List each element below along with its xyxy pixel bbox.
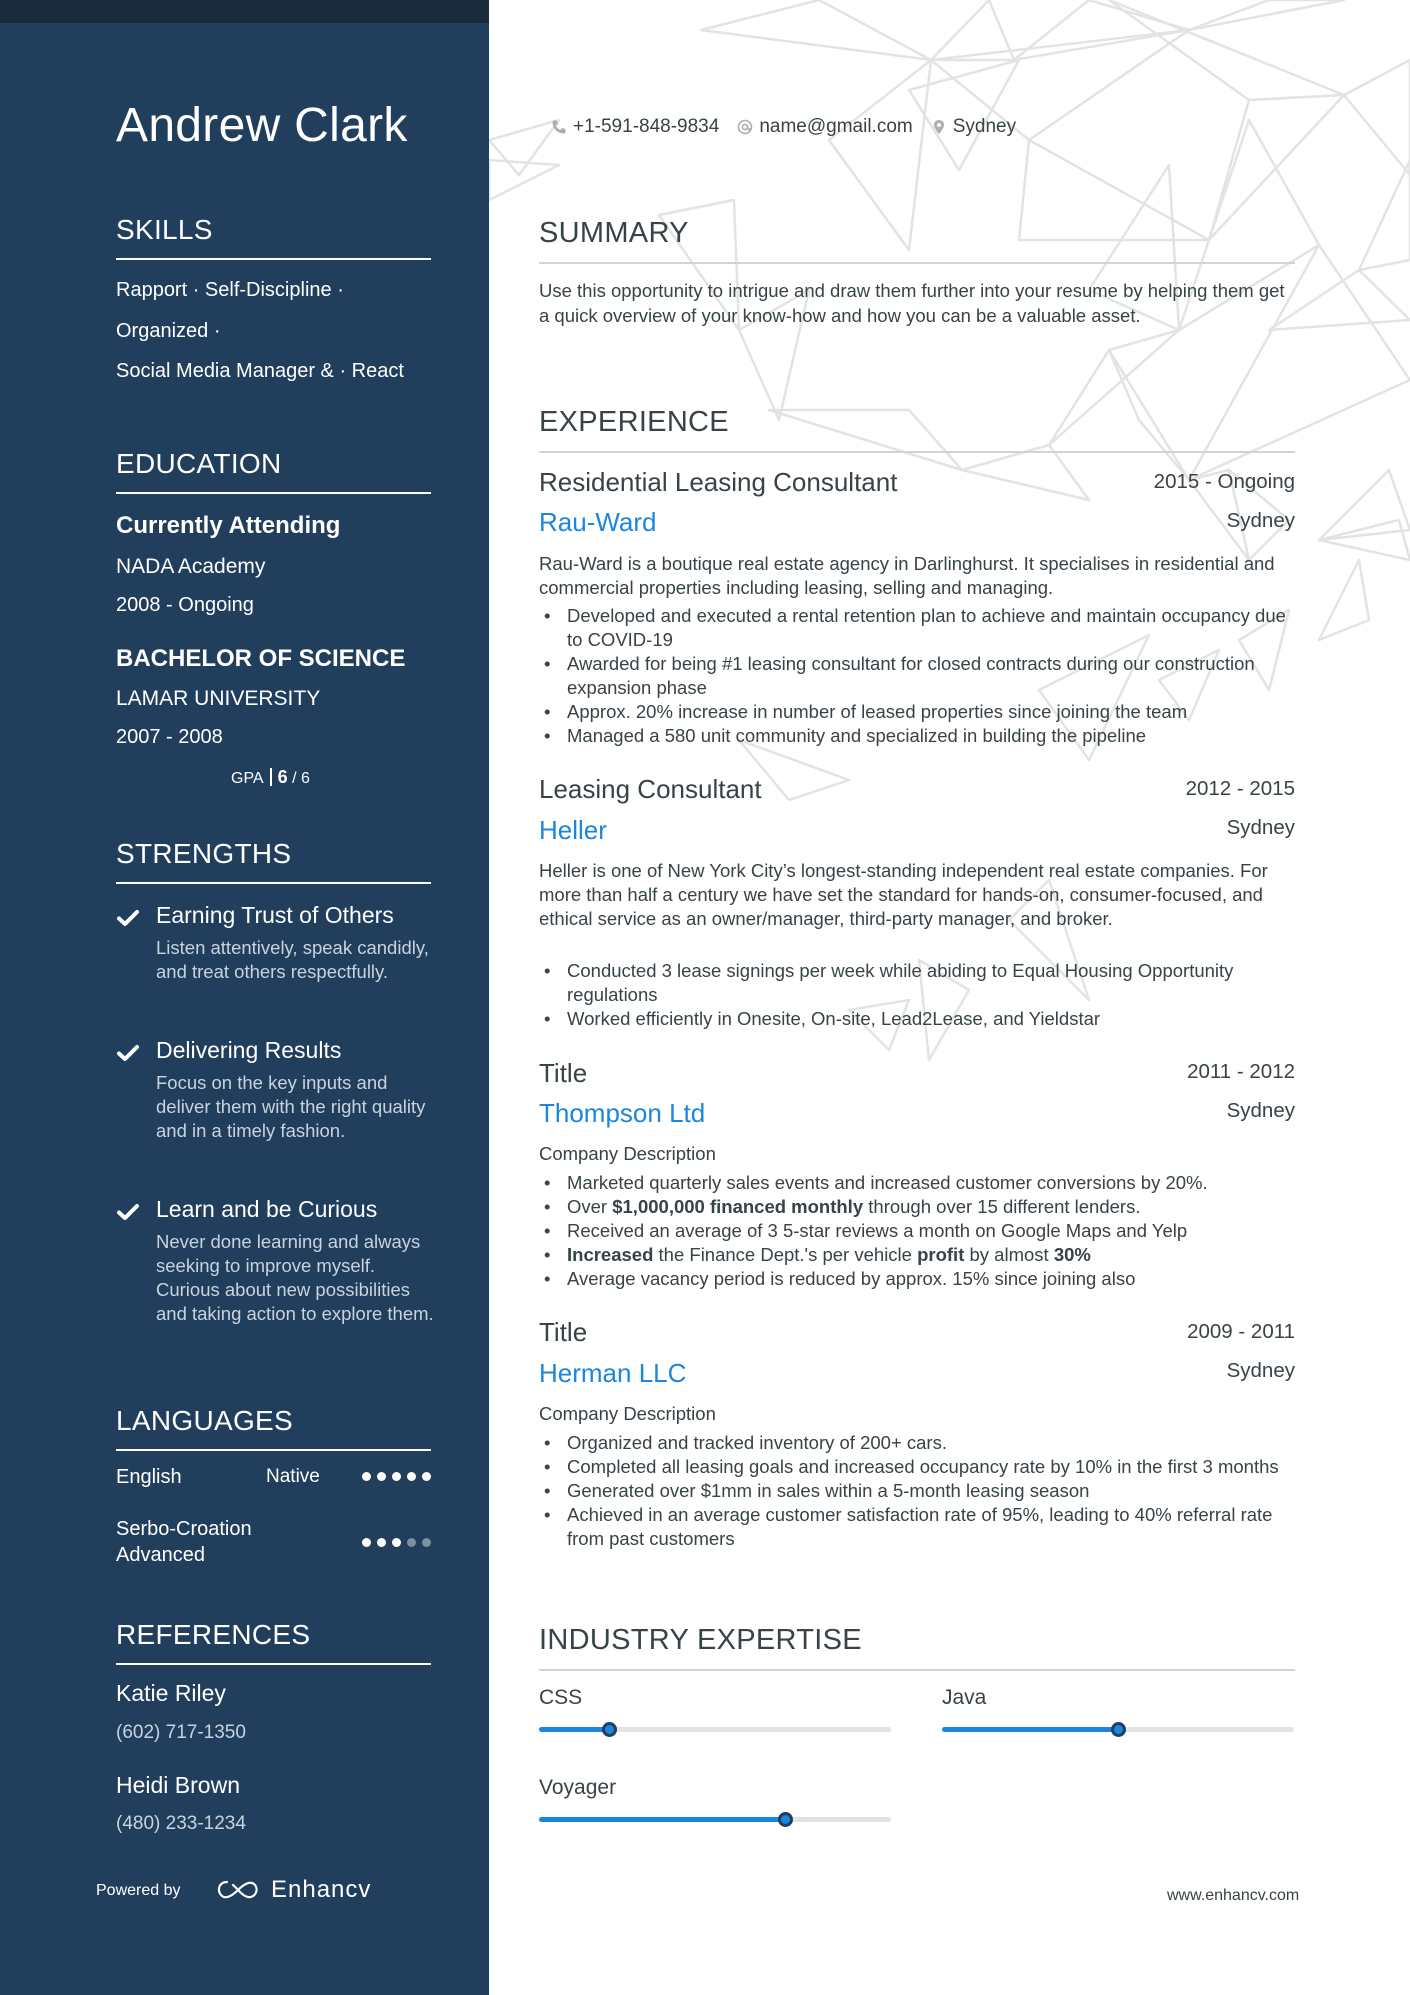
expertise-fill [539,1817,785,1822]
enhancv-logo-icon [215,1878,261,1902]
gpa-max: 6 [300,770,310,787]
language-row [116,1464,431,1514]
job-bullet: • Increased the Finance Dept.'s per vehicle profit by almost 30% [539,1243,1295,1267]
job-dates: 2015 - Ongoing [1153,470,1295,493]
rating-dot [377,1538,386,1547]
job-bullet: • Completed all leasing goals and increased occupancy rate by 10% in the first 3 months [539,1455,1295,1479]
education-heading: EDUCATION [116,448,431,494]
education-dates: 2007 - 2008 [116,726,223,748]
job-title: Leasing Consultant [539,774,762,804]
expertise-track [942,1727,1294,1732]
job-description: Heller is one of New York City’s longest-standing independent real estate companies. For more than half a century we have set the standard for hands-on, consumer-focused, and ethical service as an owner/manager, third-party manager, and broker. [539,860,1268,929]
languages-heading: LANGUAGES [116,1405,431,1451]
language-name-text: Serbo-Croation [116,1518,252,1540]
job-bullet: • Received an average of 3 5-star reviews a month on Google Maps and Yelp [539,1219,1295,1243]
contact-location [931,116,1016,138]
job-location: Sydney [1226,509,1295,532]
education-degree: Currently Attending [116,512,341,539]
job-bullet: • Achieved in an average customer satisfaction rate of 95%, leading to 40% referral rate from past customers [539,1503,1295,1551]
contact-bar [551,116,1016,138]
language-level: Native [266,1466,320,1487]
reference-phone: (480) 233-1234 [116,1813,246,1834]
references-heading: REFERENCES [116,1619,431,1665]
rating-dot [407,1472,416,1481]
job-company[interactable]: Rau-Ward [539,507,657,537]
email-text: name@gmail.com [759,116,913,137]
strength-title: Learn and be Curious [156,1196,378,1222]
summary-text: Use this opportunity to intrigue and draw them further into your resume by helping them get a quick overview of your know-how and how you can be a valuable asset. [539,280,1285,326]
checkmark-icon [116,906,140,930]
checkmark-icon [116,1041,140,1065]
job-description: Company Description [539,1403,716,1424]
enhancv-wordmark: Enhancv [271,1876,372,1903]
reference-name: Katie Riley [116,1680,226,1706]
job-bullet: • Conducted 3 lease signings per week while abiding to Equal Housing Opportunity regulations [539,959,1295,1007]
enhancv-logo[interactable] [215,1876,371,1904]
contact-email[interactable] [737,116,912,138]
expertise-track [539,1817,891,1822]
education-degree: BACHELOR OF SCIENCE [116,645,406,672]
gpa-value: 6 [277,767,288,787]
job-bullet: • Worked efficiently in Onesite, On-site, Lead2Lease, and Yieldstar [539,1007,1295,1031]
contact-phone[interactable] [551,116,719,138]
job-location: Sydney [1226,1099,1295,1122]
job-bullet: • Organized and tracked inventory of 200+ cars. [539,1431,1295,1455]
job-dates: 2011 - 2012 [1187,1060,1295,1083]
strength-title: Earning Trust of Others [156,902,394,928]
language-rating [362,1472,431,1481]
job-title: Residential Leasing Consultant [539,467,898,497]
expertise-fill [539,1727,609,1732]
rating-dot [392,1472,401,1481]
expertise-knob [1111,1722,1126,1737]
job-dates: 2012 - 2015 [1185,777,1295,800]
reference-phone: (602) 717-1350 [116,1722,246,1743]
summary-heading: SUMMARY [539,217,1295,264]
skills-line-3: Social Media Manager & · React [116,360,404,382]
job-bullets [539,1171,1295,1291]
job-bullet: • Over $1,000,000 financed monthly through over 15 different lenders. [539,1195,1295,1219]
job-company[interactable]: Heller [539,815,607,845]
skills-line-1: Rapport · Self-Discipline · [116,279,344,301]
skills-line-2: Organized · [116,320,221,342]
enhancv-website-link[interactable]: www.enhancv.com [1167,1887,1300,1904]
expertise-track [539,1727,891,1732]
job-bullet: • Managed a 580 unit community and specialized in building the pipeline [539,724,1295,748]
skills-heading: SKILLS [116,214,431,260]
expertise-name: Voyager [539,1776,617,1799]
job-bullets [539,959,1295,1031]
job-bullet: • Awarded for being #1 leasing consultant for closed contracts during our construction expansion phase [539,652,1295,700]
powered-by-label: Powered by [96,1882,181,1899]
candidate-name: Andrew Clark [116,99,408,152]
job-location: Sydney [1226,816,1295,839]
sidebar [0,0,489,1995]
expertise-heading: INDUSTRY EXPERTISE [539,1624,1295,1671]
experience-heading: EXPERIENCE [539,406,1295,453]
strengths-heading: STRENGTHS [116,838,431,884]
job-company[interactable]: Herman LLC [539,1358,687,1388]
language-row [116,1516,431,1566]
strength-description: Focus on the key inputs and deliver them with the right quality and in a timely fashion. [156,1072,426,1141]
expertise-name: CSS [539,1686,583,1709]
strength-description: Never done learning and always seeking to improve myself. Curious about new possibilities and taking action to explore them. [156,1231,434,1324]
gpa-label: GPA [231,770,264,787]
checkmark-icon [116,1200,140,1224]
job-bullet: • Approx. 20% increase in number of leased properties since joining the team [539,700,1295,724]
language-level: Advanced [116,1544,205,1566]
strength-title: Delivering Results [156,1037,342,1063]
job-title: Title [539,1317,588,1347]
job-description: Company Description [539,1143,716,1164]
reference-name: Heidi Brown [116,1772,240,1798]
job-bullet: • Developed and executed a rental retention plan to achieve and maintain occupancy due to COVID-19 [539,604,1295,652]
phone-text: +1-591-848-9834 [573,116,720,137]
job-company[interactable]: Thompson Ltd [539,1098,706,1128]
language-rating [362,1538,431,1547]
rating-dot [422,1472,431,1481]
education-school: NADA Academy [116,555,266,578]
job-description: Rau-Ward is a boutique real estate agency in Darlinghurst. It specialises in residential and commercial properties including leasing, selling and managing. [539,553,1275,598]
rating-dot [377,1472,386,1481]
rating-dot [422,1538,431,1547]
rating-dot [392,1538,401,1547]
education-school: LAMAR UNIVERSITY [116,687,321,710]
rating-dot [362,1538,371,1547]
sidebar-top-strip [0,0,489,23]
job-bullet: • Average vacancy period is reduced by approx. 15% since joining also [539,1267,1295,1291]
gpa: GPA 6 / 6 [231,767,310,787]
job-bullets [539,604,1295,748]
location-text: Sydney [952,116,1017,137]
at-icon [737,119,753,135]
strength-description: Listen attentively, speak candidly, and treat others respectfully. [156,937,429,982]
job-dates: 2009 - 2011 [1187,1320,1295,1343]
job-bullets [539,1431,1295,1551]
language-name [116,1516,252,1568]
rating-dot [407,1538,416,1547]
location-pin-icon [931,119,947,135]
job-bullet: • Generated over $1mm in sales within a 5-month leasing season [539,1479,1295,1503]
job-location: Sydney [1226,1359,1295,1382]
rating-dot [362,1472,371,1481]
job-title: Title [539,1058,588,1088]
job-bullet: • Marketed quarterly sales events and increased customer conversions by 20%. [539,1171,1295,1195]
language-name: English [116,1466,182,1488]
phone-icon [551,119,567,135]
expertise-fill [942,1727,1118,1732]
education-dates: 2008 - Ongoing [116,594,254,616]
expertise-name: Java [942,1686,987,1709]
